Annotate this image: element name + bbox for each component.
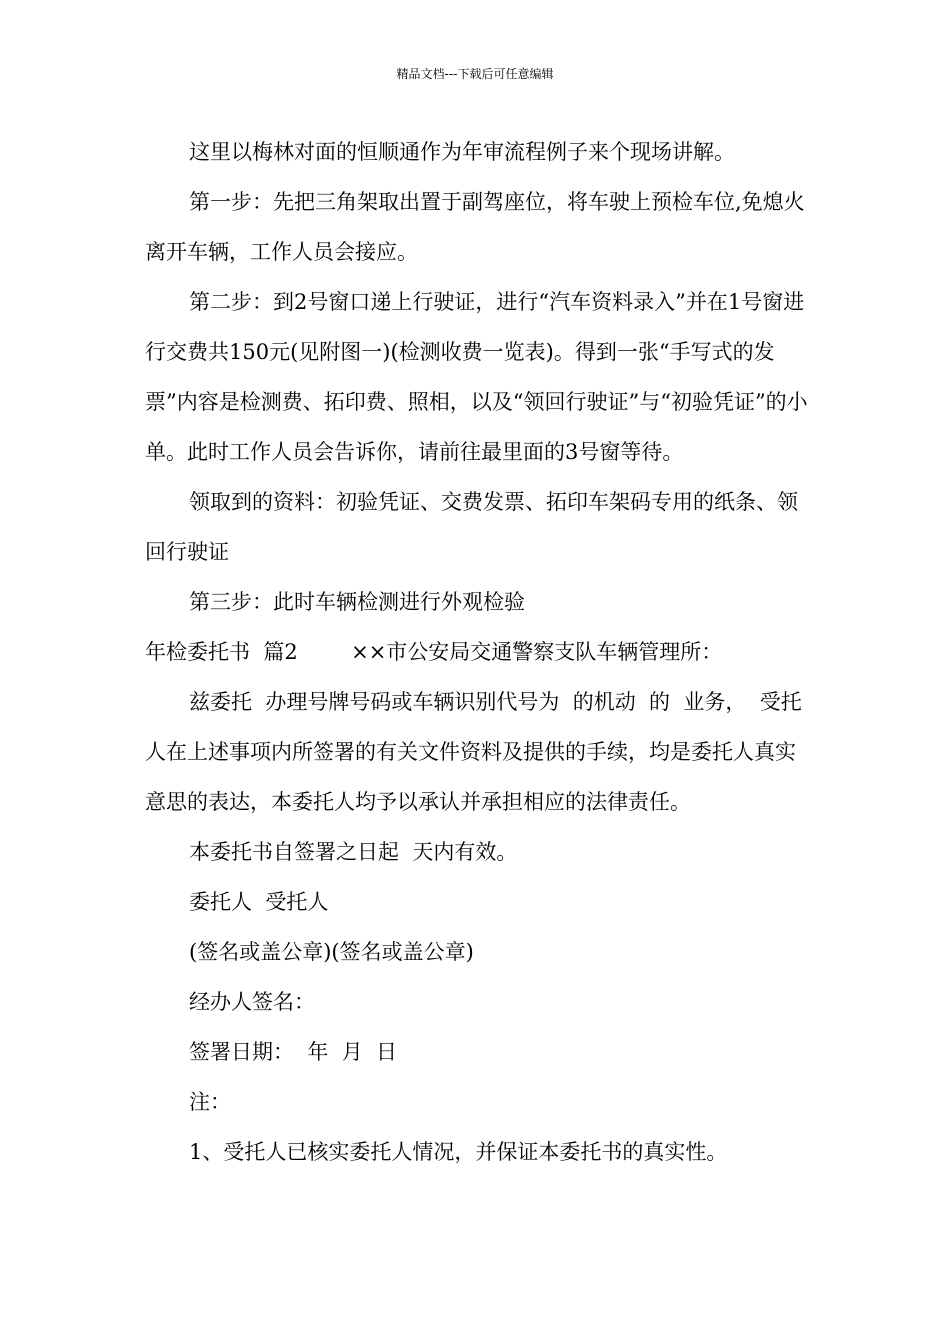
section-heading: 年检委托书 篇2 ××市公安局交通警察支队车辆管理所：: [145, 640, 723, 664]
paragraph-step-two: 第二步：到2号窗口递上行驶证，进行“汽车资料录入”并在1号窗进行交费共150元(见附图一)(检测收费一览表)。得到一张“手写式的发票”内容是检测费、拓印费、照相，以及“领回行驶证”与“初验凭证”的小单。此时工作人员会告诉你，请前往最里面的3号窗等待。: [145, 290, 808, 464]
paragraph-handler-signature: 经办人签名：: [189, 990, 315, 1014]
paragraph-step-one: 第一步：先把三角架取出置于副驾座位，将车驶上预检车位,免熄火离开车辆，工作人员会接应。: [145, 190, 805, 264]
paragraph-step-three: 第三步：此时车辆检测进行外观检验: [189, 590, 525, 614]
paragraph-note-one: 1、受托人已核实委托人情况，并保证本委托书的真实性。: [189, 1140, 728, 1164]
paragraph-sign-date: 签署日期： 年 月 日: [189, 1040, 398, 1064]
paragraph-intro: 这里以梅林对面的恒顺通作为年审流程例子来个现场讲解。: [189, 140, 735, 164]
paragraph-validity: 本委托书自签署之日起 天内有效。: [189, 840, 518, 864]
paragraph-entrust: 兹委托 办理号牌号码或车辆识别代号为 的机动 的 业务， 受托人在上述事项内所签署的有关文件资料及提供的手续，均是委托人真实意思的表达，本委托人均予以承认并承担相应的法律责任。: [145, 690, 802, 814]
page-header: 精品文档---下载后可任意编辑: [396, 67, 554, 81]
paragraph-note-label: 注：: [189, 1090, 231, 1114]
paragraph-parties: 委托人 受托人: [189, 890, 329, 914]
paragraph-signature-note: (签名或盖公章)(签名或盖公章): [189, 940, 474, 964]
document-body: [145, 127, 810, 1177]
paragraph-materials: 领取到的资料：初验凭证、交费发票、拓印车架码专用的纸条、领回行驶证: [145, 490, 798, 564]
